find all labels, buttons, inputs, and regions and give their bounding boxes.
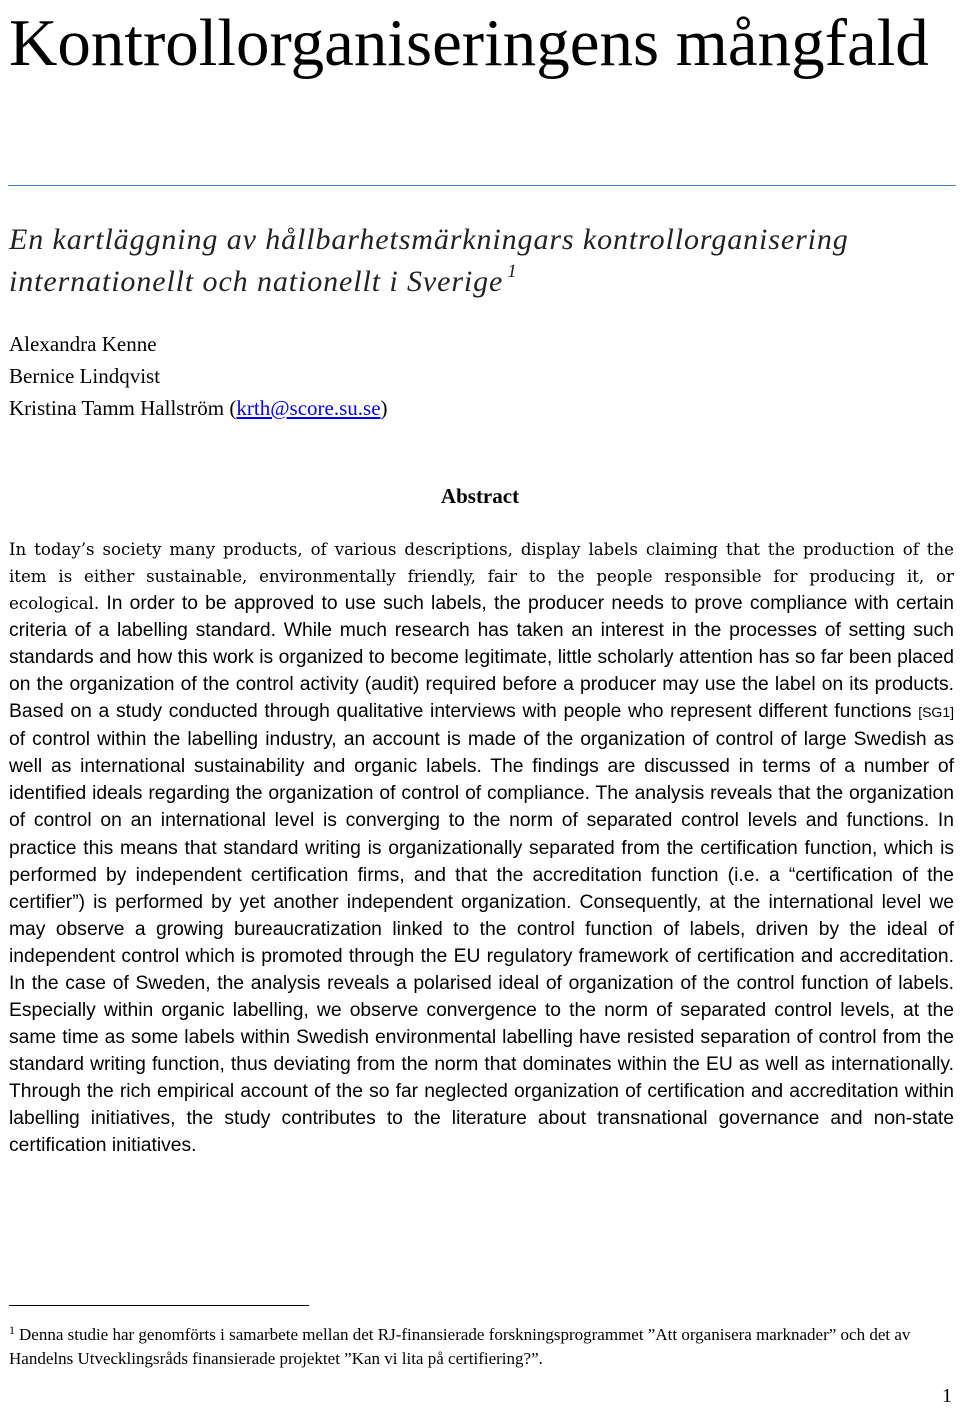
author-list xyxy=(9,328,388,424)
footnote-marker: 1 xyxy=(9,1323,15,1337)
title-divider xyxy=(8,185,956,186)
comment-reference[interactable]: [SG1] xyxy=(918,704,954,721)
author-name: Bernice Lindqvist xyxy=(9,364,161,388)
footnote xyxy=(9,1323,954,1371)
document-title: Kontrollorganiseringens mångfald xyxy=(9,6,929,80)
page-number: 1 xyxy=(942,1385,952,1407)
author-contact-closing: ) xyxy=(380,396,388,420)
author-email-link[interactable]: krth@score.su.se xyxy=(236,396,381,420)
author-name: Kristina Tamm Hallström ( xyxy=(9,396,237,420)
author-with-contact xyxy=(9,392,388,424)
abstract-heading: Abstract xyxy=(440,484,520,508)
footnote-text: Denna studie har genomförts i samarbete mellan det RJ-finansierade forskningsprogrammet ”Att organisera marknader” och det av Handelns Utvecklingsråds finansierade projektet ”Kan vi lita på certifiering?”. xyxy=(9,1325,911,1368)
abstract-body xyxy=(9,536,954,1159)
abstract-text-part2: In order to be approved to use such labels, the producer needs to prove compliance with certain criteria of a labelling standard. While much research has taken an interest in the processes of setting such standards and how this work is organized to become legitimate, little scholarly attention has so far been placed on the organization of the control activity (audit) required before a producer may use the label on its products. Based on a study conducted through qualitative interviews with people who represent different functions xyxy=(9,593,954,723)
abstract-text-part3: of control within the labelling industry, an account is made of the organization of control of large Swedish as well as international sustainability and organic labels. The findings are discussed in terms of a number of identified ideals regarding the organization of control of compliance. The analysis reveals that the organization of control on an international level is converging to the norm of separated control levels and functions. In practice this means that standard writing is organizationally separated from the certification function, which is performed by independent certification firms, and that the accreditation function (i.e. a “certification of the certifier”) is performed by yet another independent organization. Consequently, at the international level we may observe a growing bureaucratization linked to the control function of labels, driven by the ideal of independent control which is promoted through the EU regulatory framework of certification and accreditation. In the case of Sweden, the analysis reveals a polarised ideal of organization of the control function of labels. Especially within organic labelling, we observe convergence to the norm of separated control levels, at the same time as some labels within Swedish environmental labelling have resisted separation of control from the standard writing function, thus deviating from the norm that dominates within the EU as well as internationally. Through the rich empirical account of the so far neglected organization of certification and accreditation within labelling initiatives, the study contributes to the literature about transnational governance and non-state certification initiatives. xyxy=(9,729,954,1157)
footnote-divider xyxy=(9,1305,309,1306)
abstract-text-part1: In today’s society many products, of various descriptions, display labels claiming that the production of the item is either sustainable, environmentally friendly, fair to the people responsible for producing it, or ecological. xyxy=(9,540,954,614)
author-name: Alexandra Kenne xyxy=(9,332,157,356)
document-subtitle xyxy=(9,219,954,303)
subtitle-footnote-marker[interactable]: 1 xyxy=(507,261,518,282)
subtitle-text: En kartläggning av hållbarhetsmärkningars kontrollorganisering internationellt och nationellt i Sverige xyxy=(9,223,849,298)
